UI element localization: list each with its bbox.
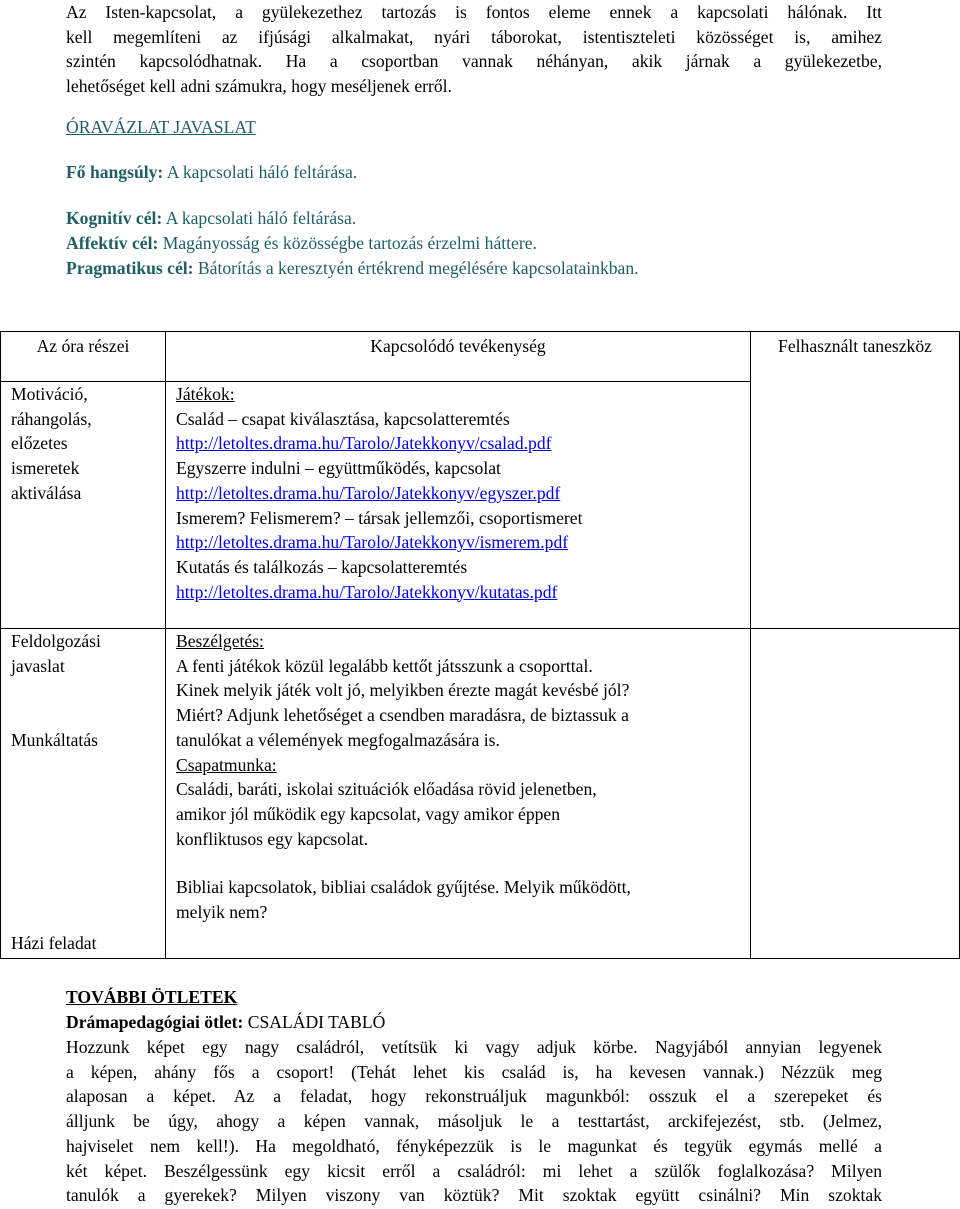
talk-label: Beszélgetés:	[176, 631, 264, 651]
games-label: Játékok:	[176, 384, 235, 404]
team-label: Csapatmunka:	[176, 754, 277, 775]
intro-line: kell megemlíteni az ifjúsági alkalmakat, nyári táborokat, istentiszteleti közösséget is, amihez	[66, 26, 882, 47]
talk-line: tanulókat a vélemények megfogalmazására is.	[176, 729, 500, 750]
intro-line: Az Isten-kapcsolat, a gyülekezethez tartozás is fontos eleme ennek a kapcsolati hálónak. Itt	[66, 2, 882, 22]
affective-label: Affektív cél:	[66, 233, 159, 253]
activity-games	[166, 382, 751, 629]
tools-cell	[751, 629, 960, 959]
part-processing	[1, 629, 166, 959]
part-line: javaslat	[11, 655, 65, 676]
table-header-row	[1, 332, 960, 382]
header-parts: Az óra részei	[1, 332, 166, 382]
intro-paragraph	[66, 0, 882, 99]
drama-line: Hozzunk képet egy nagy családról, vetítsük ki vagy adjuk körbe. Nagyjából annyian legyenek	[66, 1037, 882, 1057]
drama-line: két képet. Beszélgessünk egy kicsit erről a családról: mi lehet a szülők foglalkozása? Milyen	[66, 1160, 882, 1181]
intro-line: szintén kapcsolódhatnak. Ha a csoportban vannak néhányan, akik járnak a gyülekezetbe,	[66, 51, 882, 72]
part-line: ismeretek	[11, 458, 80, 479]
part-work: Munkáltatás	[11, 730, 98, 751]
affective-text: Magányosság és közösségbe tartozás érzelmi háttere.	[158, 233, 537, 253]
cognitive-goal	[66, 206, 882, 231]
lesson-plan-heading: ÓRAVÁZLAT JAVASLAT	[66, 117, 256, 137]
intro-line: lehetőséget kell adni számukra, hogy meséljenek erről.	[66, 76, 452, 97]
drama-line: álljunk be úgy, ahogy a képen vannak, másoljuk le a testtartást, arckifejezést, stb. (Jelmez,	[66, 1111, 882, 1132]
team-line: amikor jól működik egy kapcsolat, vagy amikor éppen	[176, 803, 561, 824]
drama-line: tanulók a gyerekek? Milyen viszony van köztük? Mit szoktak együtt csinálni? Min szoktak	[66, 1185, 882, 1206]
lesson-table	[0, 331, 960, 959]
team-line: Családi, baráti, iskolai szituációk előadása rövid jelenetben,	[176, 779, 597, 800]
drama-paragraph	[66, 1035, 882, 1208]
pragmatic-goal	[66, 256, 882, 281]
header-tools-text: Felhasznált taneszköz	[778, 336, 932, 356]
part-line: ráhangolás,	[11, 408, 92, 429]
game-link-egyszer[interactable]: http://letoltes.drama.hu/Tarolo/Jatekkonyv/egyszer.pdf	[176, 482, 561, 503]
drama-line: hajviselet nem kell!). Ha megoldható, fényképezzük is le magunkat és tegyük egymás mellé a	[66, 1135, 882, 1156]
part-line: Motiváció,	[11, 384, 88, 404]
homework-line: melyik nem?	[176, 902, 268, 923]
header-activity: Kapcsolódó tevékenység	[166, 332, 751, 382]
game-link-kutatas[interactable]: http://letoltes.drama.hu/Tarolo/Jatekkonyv/kutatas.pdf	[176, 581, 558, 602]
cognitive-text: A kapcsolati háló feltárása.	[162, 208, 357, 228]
focus-line	[66, 160, 882, 185]
part-homework: Házi feladat	[11, 933, 97, 954]
game-title: Család – csapat kiválasztása, kapcsolatteremtés	[176, 408, 510, 429]
focus-label: Fő hangsúly:	[66, 162, 164, 182]
drama-title: CSALÁDI TABLÓ	[243, 1012, 386, 1032]
pragmatic-label: Pragmatikus cél:	[66, 258, 194, 278]
game-link-ismerem[interactable]: http://letoltes.drama.hu/Tarolo/Jatekkonyv/ismerem.pdf	[176, 532, 569, 553]
further-ideas-heading: TOVÁBBI ÖTLETEK	[66, 987, 238, 1007]
drama-label: Drámapedagógiai ötlet:	[66, 1012, 244, 1032]
cognitive-label: Kognitív cél:	[66, 208, 163, 228]
drama-idea-line	[66, 1010, 882, 1035]
game-link-csalad[interactable]: http://letoltes.drama.hu/Tarolo/Jatekkonyv/csalad.pdf	[176, 433, 552, 454]
drama-line: a képen, ahány fős a csoport! (Tehát lehet kis család is, ha kevesen vannak.) Nézzük meg	[66, 1061, 882, 1082]
talk-line: Kinek melyik játék volt jó, melyikben érezte magát kevésbé jól?	[176, 680, 630, 701]
affective-goal	[66, 231, 882, 256]
team-line: konfliktusos egy kapcsolat.	[176, 828, 369, 849]
talk-line: Miért? Adjunk lehetőséget a csendben maradásra, de biztassuk a	[176, 705, 629, 726]
part-motivation	[1, 382, 166, 629]
game-title: Ismerem? Felismerem? – társak jellemzői, csoportismeret	[176, 507, 583, 528]
table-row	[1, 629, 960, 959]
activity-discussion	[166, 629, 751, 959]
game-title: Egyszerre indulni – együttműködés, kapcsolat	[176, 458, 501, 479]
header-tools	[751, 332, 960, 629]
homework-line: Bibliai kapcsolatok, bibliai családok gyűjtése. Melyik működött,	[176, 877, 631, 898]
part-line: aktiválása	[11, 482, 82, 503]
part-line: előzetes	[11, 433, 68, 454]
game-title: Kutatás és találkozás – kapcsolatteremtés	[176, 556, 468, 577]
pragmatic-text: Bátorítás a keresztyén értékrend megélésére kapcsolatainkban.	[193, 258, 639, 278]
focus-text: A kapcsolati háló feltárása.	[163, 162, 358, 182]
part-line: Feldolgozási	[11, 631, 101, 651]
drama-line: alaposan a képet. Az a feladat, hogy rekonstruáljuk magunkból: osszuk el a szerepeket és	[66, 1086, 882, 1107]
talk-line: A fenti játékok közül legalább kettőt játsszunk a csoporttal.	[176, 655, 593, 676]
